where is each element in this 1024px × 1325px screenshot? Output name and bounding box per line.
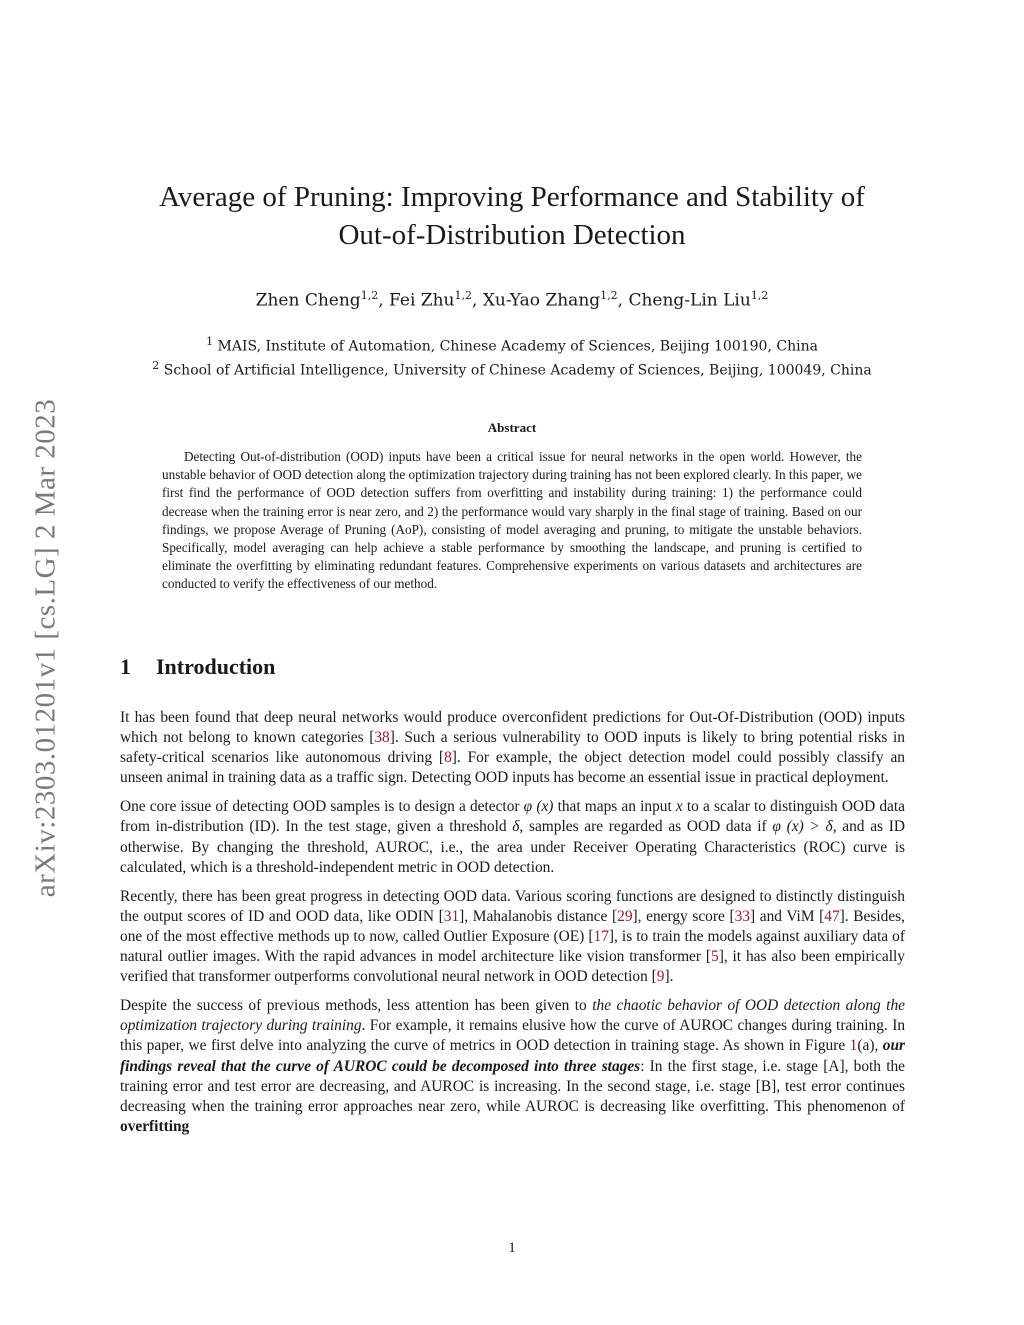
abstract-heading: Abstract [487,420,537,435]
title-line-2: Out-of-Distribution Detection [338,219,686,251]
author-name: Cheng-Lin Liu [628,290,751,311]
citation-link[interactable]: 47 [824,907,840,925]
citation-link[interactable]: 1 [849,1037,858,1055]
math-expression: φ (x) [523,798,554,816]
text-run: overfitting [120,1117,190,1135]
body-paragraph [120,996,905,1137]
text-run: ], Mahalanobis distance [ [459,907,618,925]
abstract-text: Detecting Out-of-distribution (OOD) inputs have been a critical issue for neural networks in the open world. However, the unstable behavior of OOD detection along the optimization trajectory during training has not been explored clearly. In this paper, we first find the performance of OOD detection suffers from overfitting and instability during training: 1) the performance could decrease when the training error is near zero, and 2) the performance would vary sharply in the final stage of training. Based on our findings, we propose Average of Pruning (AoP), consisting of model averaging and pruning, to mitigate the unstable behaviors. Specifically, model averaging can help achieve a stable performance by smoothing the landscape, and pruning is certified to eliminate the overfitting by eliminating redundant features. Comprehensive experiments on various datasets and architectures are conducted to verify the effectiveness of our method. [162,449,862,592]
section-title: Introduction [156,654,276,679]
text-run: ]. For example, the object detection model could possibly classify an unseen animal in training data as a traffic sign. Detecting OOD inputs has become an essential issue in practical deployment. [120,749,905,787]
body-paragraph [120,797,905,877]
title-line-1: Average of Pruning: Improving Performance and Stability of [159,181,865,213]
introduction-body [120,708,905,1146]
text-run: ] and ViM [ [750,907,825,925]
text-run: , samples are regarded as OOD data if [519,818,773,836]
text-run: ], it has also been empirically verified that transformer outperforms convolutional neural network in OOD detection [ [120,948,905,986]
affil-text: MAIS, Institute of Automation, Chinese Academy of Sciences, Beijing 100190, China [213,338,818,355]
math-expression: δ [512,818,520,836]
author-list: Zhen Cheng$^{1,2}$, Fei Zhu$^{1,2}$, Xu-Yao Zhang$^{1,2}$, Cheng-Lin Liu$^{1,2}$ [255,289,769,311]
author-affil-mark: 1,2 [360,289,379,302]
section-number: 1 [120,654,131,679]
math-expression: φ (x) > δ [772,818,833,836]
author-affil-mark: 1,2 [454,289,472,302]
citation-link[interactable]: 5 [710,948,719,966]
affiliation-2 [90,356,934,381]
text-run: ], is to train the models against auxiliary data of natural outlier images. With the rapid advances in model architecture like vision transformer [ [120,927,905,966]
text-run: ]. Besides, one of the most effective methods up to now, called Outlier Exposure (OE) [ [120,907,905,945]
text-run: : In the first stage, i.e. stage [A], both the training error and test error are decreasing, and AUROC is increasing. In the second stage, i.e. stage [B], test error continues decreasing when the training error approaches near zero, while AUROC is decreasing like overfitting. This phenomenon of [120,1057,906,1115]
author-affil-mark: 1,2 [600,289,618,302]
text-run: (a), [857,1037,883,1055]
text-run: the chaotic behavior of OOD detection along the optimization trajectory during training [120,997,905,1035]
paper-title [90,178,934,254]
math-expression: x [675,798,683,816]
citation-link[interactable]: 31 [443,907,460,925]
citation-link[interactable]: 9 [656,968,665,986]
author-name: Fei Zhu [389,290,455,311]
text-run: . For example, it remains elusive how the curve of AUROC changes during training. In this paper, we first delve into analyzing the curve of metrics in OOD detection in training stage. As shown in Figure [120,1017,906,1055]
body-paragraph [120,887,905,987]
page-number: 1 [508,1240,516,1256]
author-affil-mark: 1,2 [750,289,769,302]
text-run: to a scalar to distinguish OOD data from in-distribution (ID). In the test stage, given a threshold [120,798,905,836]
citation-link[interactable]: 8 [444,749,452,767]
text-run: , and as ID otherwise. By changing the threshold, AUROC, i.e., the area under Receiver Operating Characteristics (ROC) curve is calculated, which is a threshold-independent metric in OOD detection. [120,818,905,876]
citation-link[interactable]: 17 [593,927,609,945]
text-run: our findings reveal that the curve of AUROC could be decomposed into three stages [120,1037,905,1075]
author-name: Zhen Cheng [255,290,361,311]
affiliation-1 [90,332,934,357]
body-paragraph [120,708,905,788]
arxiv-identifier: arXiv:2303.01201v1 [cs.LG] 2 Mar 2023 [29,398,62,898]
text-run: ]. [664,968,674,986]
affil-text: School of Artificial Intelligence, University of Chinese Academy of Sciences, Beijing, 100049, China [159,362,872,379]
text-run: ]. Such a serious vulnerability to OOD inputs is likely to bring potential risks in safety-critical scenarios like autonomous driving [ [120,729,905,767]
text-run: that maps an input [553,798,676,816]
author-name: Xu-Yao Zhang [482,290,601,311]
section-heading [120,654,275,680]
citation-link[interactable]: 33 [734,907,750,925]
text-run: Recently, there has been great progress in detecting OOD data. Various scoring functions are designed to distinctly distinguish the output scores of ID and OOD data, like ODIN [ [120,887,905,925]
citation-link[interactable]: 38 [374,729,390,747]
affil-mark: 2 [152,359,160,372]
text-run: One core issue of detecting OOD samples is to design a detector [120,798,524,816]
text-run: It has been found that deep neural networks would produce overconfident predictions for Out-Of-Distribution (OOD) inputs which not belong to known categories [ [120,709,905,747]
affil-mark: 1 [206,335,214,348]
citation-link[interactable]: 29 [617,907,633,925]
text-run: ], energy score [ [632,907,735,925]
text-run: Despite the success of previous methods, less attention has been given to [120,997,593,1015]
